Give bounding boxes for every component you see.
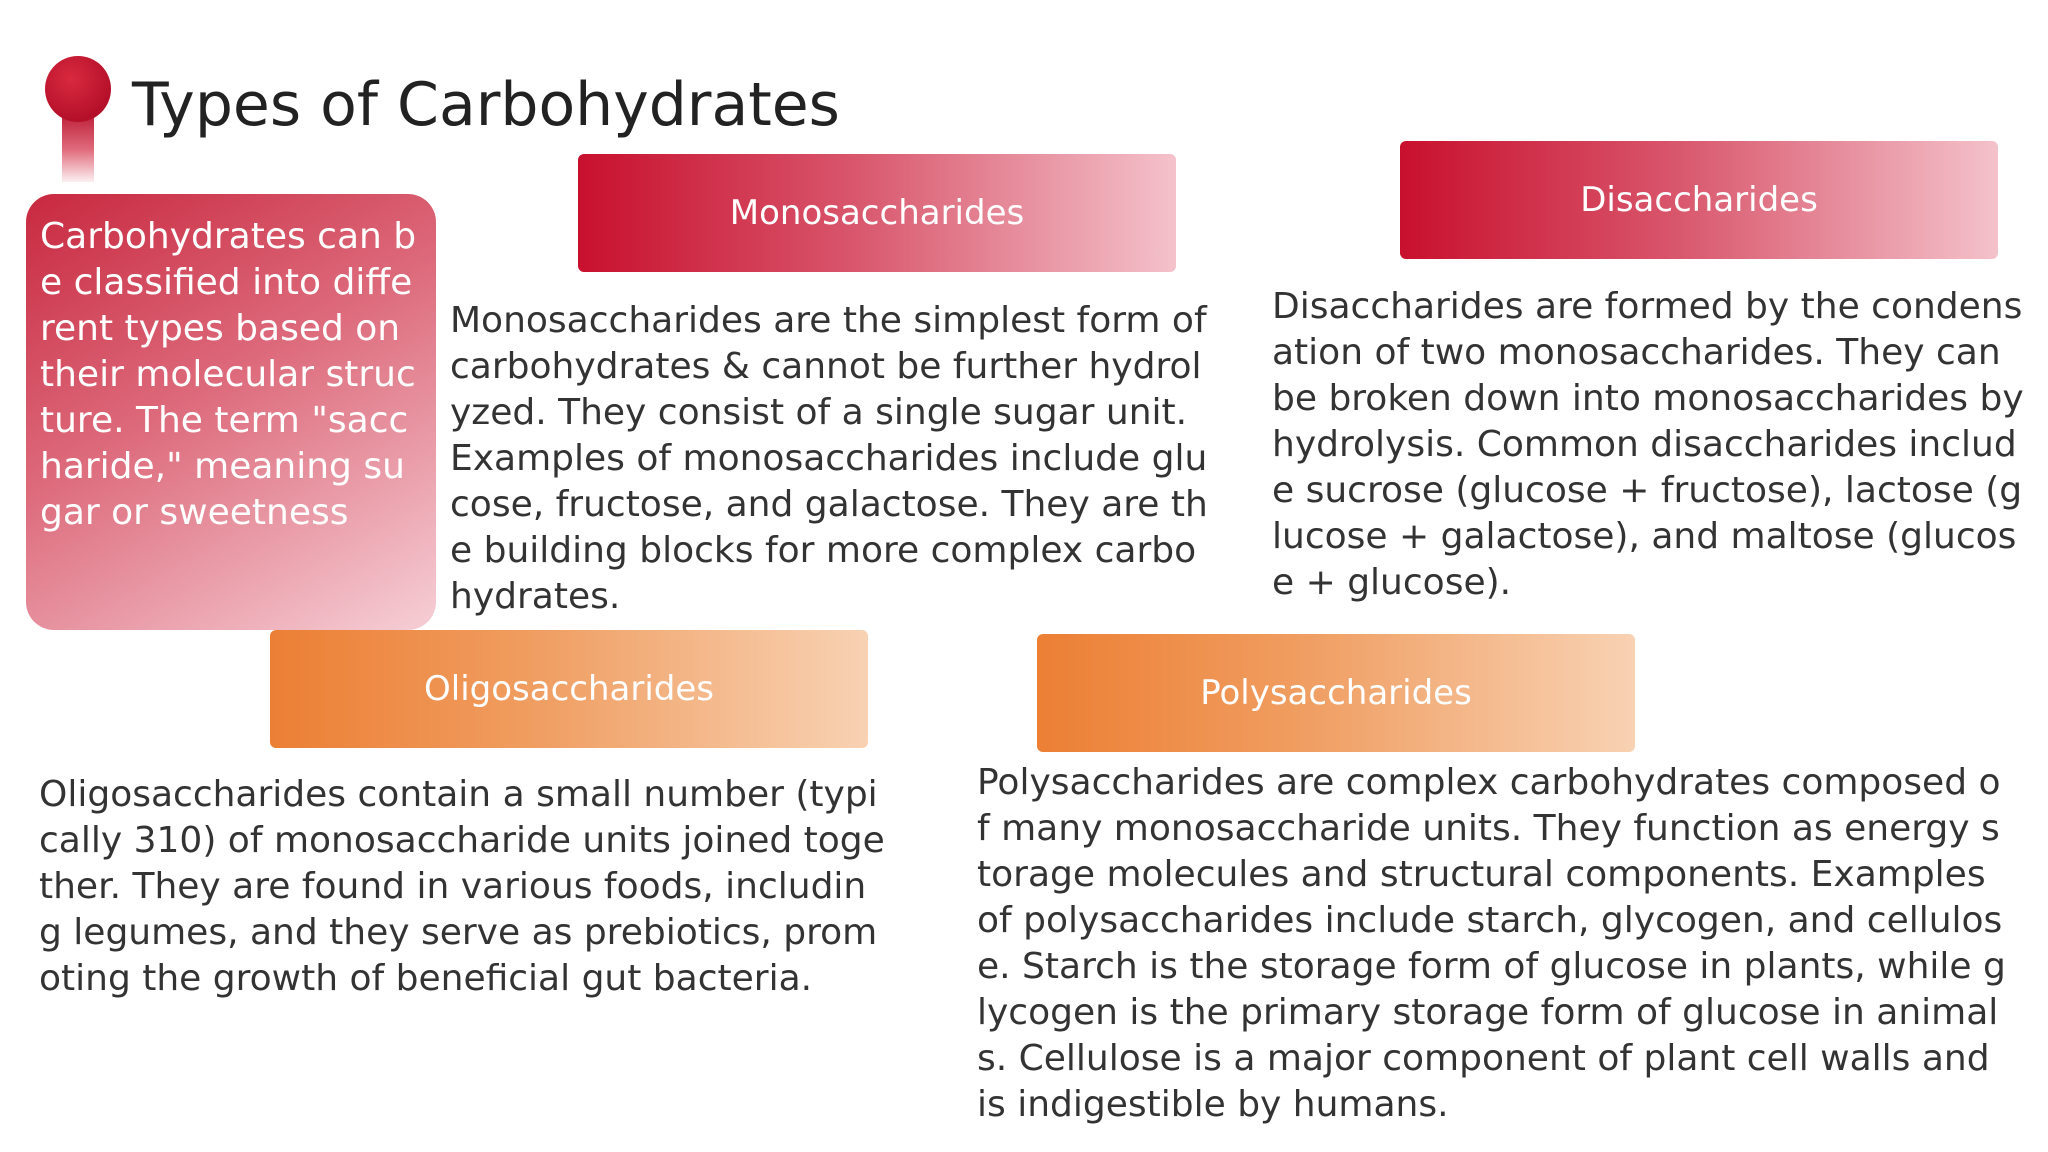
intro-card [26,194,436,630]
oligosaccharides-heading: Oligosaccharides [424,669,714,709]
polysaccharides-text: Polysaccharides are complex carbohydrates composed of many monosaccharide units. They function as energy storage molecules and structural components. Examples of polysaccharides include starch, glycogen, and cellulose. Starch is the storage form of glucose in plants, while glycogen is the primary storage form of glucose in animals. Cellulose is a major component of plant cell walls and is indigestible by humans. [977,762,2006,1125]
page-title: Types of Carbohydrates [132,70,840,140]
monosaccharides-heading: Monosaccharides [729,193,1025,233]
oligosaccharides-text: Oligosaccharides contain a small number (typically 310) of monosaccharide units joined together. They are found in various foods, including legumes, and they serve as prebiotics, promoting the growth of beneficial gut bacteria. [39,774,885,999]
disaccharides-text: Disaccharides are formed by the condensation of two monosaccharides. They can be broken down into monosaccharides by hydrolysis. Common disaccharides include sucrose (glucose + fructose), lactose (glucose + galactose), and maltose (glucose + glucose). [1272,286,2024,603]
disaccharides-banner [1400,141,1998,259]
monosaccharides-text: Monosaccharides are the simplest form of carbohydrates & cannot be further hydrolyzed. They consist of a single sugar unit. Examples of monosaccharides include glucose, fructose, and galactose. They are the building blocks for more complex carbohydrates. [450,300,1208,617]
disaccharides-heading: Disaccharides [1580,180,1818,220]
oligosaccharides-banner [270,630,868,748]
monosaccharides-banner [578,154,1176,272]
pin-icon [45,56,111,122]
polysaccharides-heading: Polysaccharides [1200,673,1472,713]
polysaccharides-banner [1037,634,1635,752]
intro-text: Carbohydrates can be classified into different types based on their molecular structure. The term "saccharide," meaning sugar or sweetness [40,216,417,533]
